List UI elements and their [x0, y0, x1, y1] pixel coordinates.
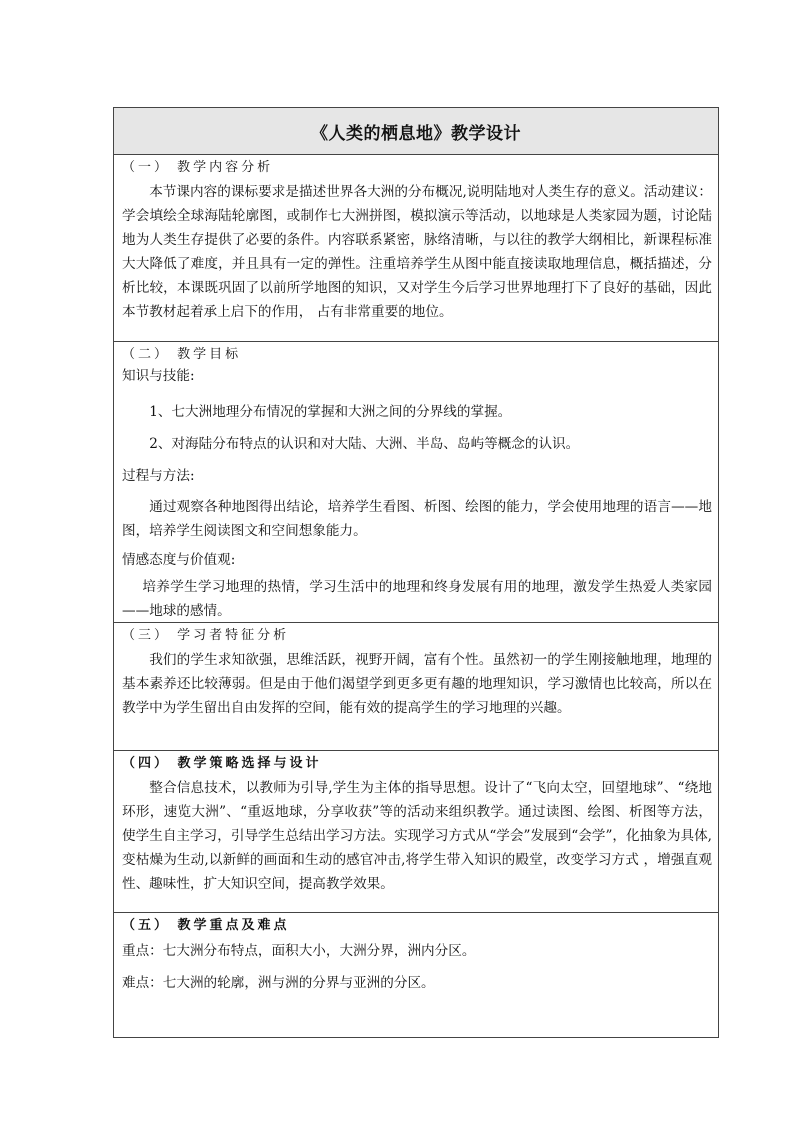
section-heading: （一） 教学内容分析	[122, 160, 274, 175]
section-paragraph: 我们的学生求知欲强，思维活跃，视野开阔，富有个性。虽然初一的学生刚接触地理，地理的基本素养还比较薄弱。但是由于他们渴望学到更多更有趣的地理知识，学习激情也比较高，所以在教学中为学生留出自由发挥的空间，能有效的提高学生的学习地理的兴趣。	[122, 652, 712, 716]
section-paragraph: 整合信息技术，以教师为引导,学生为主体的指导思想。设计了“飞向太空，回望地球”、“绕地环形，速览大洲”、“重返地球，分享收获”等的活动来组织教学。通过读图、绘图、析图等方法，使学生自主学习，引导学生总结出学习方法。实现学习方式从“学会”发展到“会学”，化抽象为具体,变枯燥为生动,以新鲜的画面和生动的感官冲击,将学生带入知识的殿堂，改变学习方式 ，增强直观性、趣味性，扩大知识空间，提高教学效果。	[122, 780, 712, 892]
difficult-point-text: 难点：七大洲的轮廓，洲与洲的分界与亚洲的分区。	[122, 975, 435, 991]
key-point-text: 重点：七大洲分布特点，面积大小，大洲分界，洲内分区。	[122, 943, 476, 959]
knowledge-skills-label: 知识与技能:	[122, 368, 195, 384]
process-method-text: 通过观察各种地图得出结论，培养学生看图、析图、绘图的能力，学会使用地理的语言——地图，培养学生阅读图文和空间想象能力。	[122, 499, 712, 539]
section-heading: （五） 教学重点及难点	[122, 918, 290, 933]
emotion-values-label: 情感态度与价值观:	[122, 552, 236, 568]
section-teaching-strategy	[114, 751, 718, 913]
emotion-values-text: 培养学生学习地理的热情，学习生活中的地理和终身发展有用的地理，激发学生热爱人类家园——地球的感情。	[122, 579, 712, 619]
section-paragraph: 本节课内容的课标要求是描述世界各大洲的分布概况,说明陆地对人类生存的意义。活动建议：学会填绘全球海陆轮廓图，或制作七大洲拼图，模拟演示等活动，以地球是人类家园为题，讨论陆地为人类生存提供了必要的条件。内容联系紧密，脉络清晰，与以往的教学大纲相比，新课程标准大大降低了难度，并且具有一定的弹性。注重培养学生从图中能直接读取地理信息，概括描述，分析比较，本课既巩固了以前所学地图的知识，又对学生今后学习世界地理打下了良好的基础，因此本节教材起着承上启下的作用， 占有非常重要的地位。	[122, 184, 712, 320]
process-method-label: 过程与方法:	[122, 468, 195, 484]
section-heading: （二） 教学目标	[122, 347, 242, 362]
section-learner-analysis	[114, 623, 718, 751]
document-title: 《人类的栖息地》教学设计	[114, 108, 718, 155]
lesson-plan-table	[113, 107, 719, 1038]
objective-item-2: 2、对海陆分布特点的认识和对大陆、大洲、半岛、岛屿等概念的认识。	[149, 436, 580, 452]
section-teaching-objectives	[114, 342, 718, 623]
objective-item-1: 1、七大洲地理分布情况的掌握和大洲之间的分界线的掌握。	[149, 404, 512, 420]
section-heading: （四） 教学策略选择与设计	[122, 756, 322, 771]
section-key-difficult-points	[114, 913, 718, 1037]
section-heading: （三） 学习者特征分析	[122, 628, 290, 643]
section-content-analysis	[114, 155, 718, 342]
